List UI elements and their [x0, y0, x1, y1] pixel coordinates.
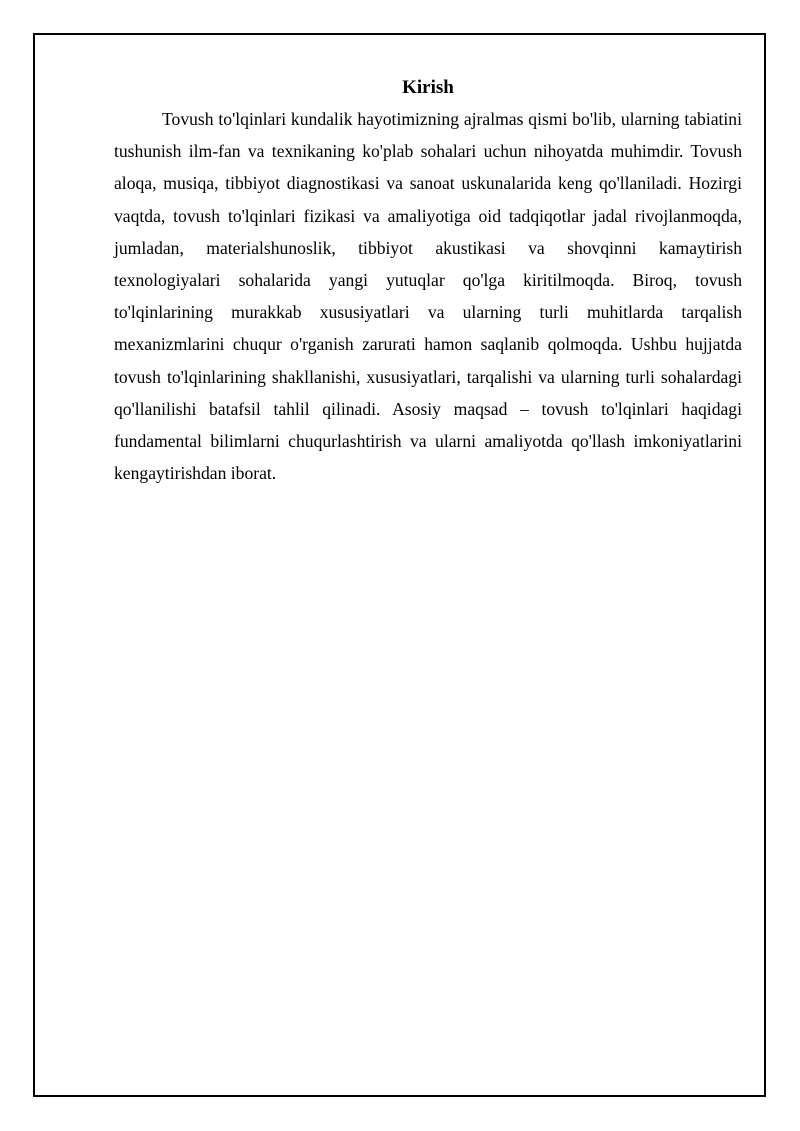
body-paragraph: Tovush to'lqinlari kundalik hayotimizning ajralmas qismi bo'lib, ularning tabiatini tushunish ilm-fan va texnikaning ko'plab sohalari uchun nihoyatda muhimdir. Tovush aloqa, musiqa, tibbiyot diagnostikasi va sanoat uskunalarida keng qo'llaniladi. Hozirgi vaqtda, tovush to'lqinlari fizikasi va amaliyotiga oid tadqiqotlar jadal rivojlanmoqda, jumladan, materialshunoslik, tibbiyot akustikasi va shovqinni kamaytirish texnologiyalari sohalarida yangi yutuqlar qo'lga kiritilmoqda. Biroq, tovush to'lqinlarining murakkab xususiyatlari va ularning turli muhitlarda tarqalish mexanizmlarini chuqur o'rganish zarurati hamon saqlanib qolmoqda. Ushbu hujjatda tovush to'lqinlarining shakllanishi, xususiyatlari, tarqalishi va ularning turli sohalardagi qo'llanilishi batafsil tahlil qilinadi. Asosiy maqsad – tovush to'lqinlari haqidagi fundamental bilimlarni chuqurlashtirish va ularni amaliyotda qo'llash imkoniyatlarini kengaytirishdan iborat. [114, 109, 742, 484]
document-title: Kirish [402, 77, 454, 98]
document-content [114, 73, 742, 489]
